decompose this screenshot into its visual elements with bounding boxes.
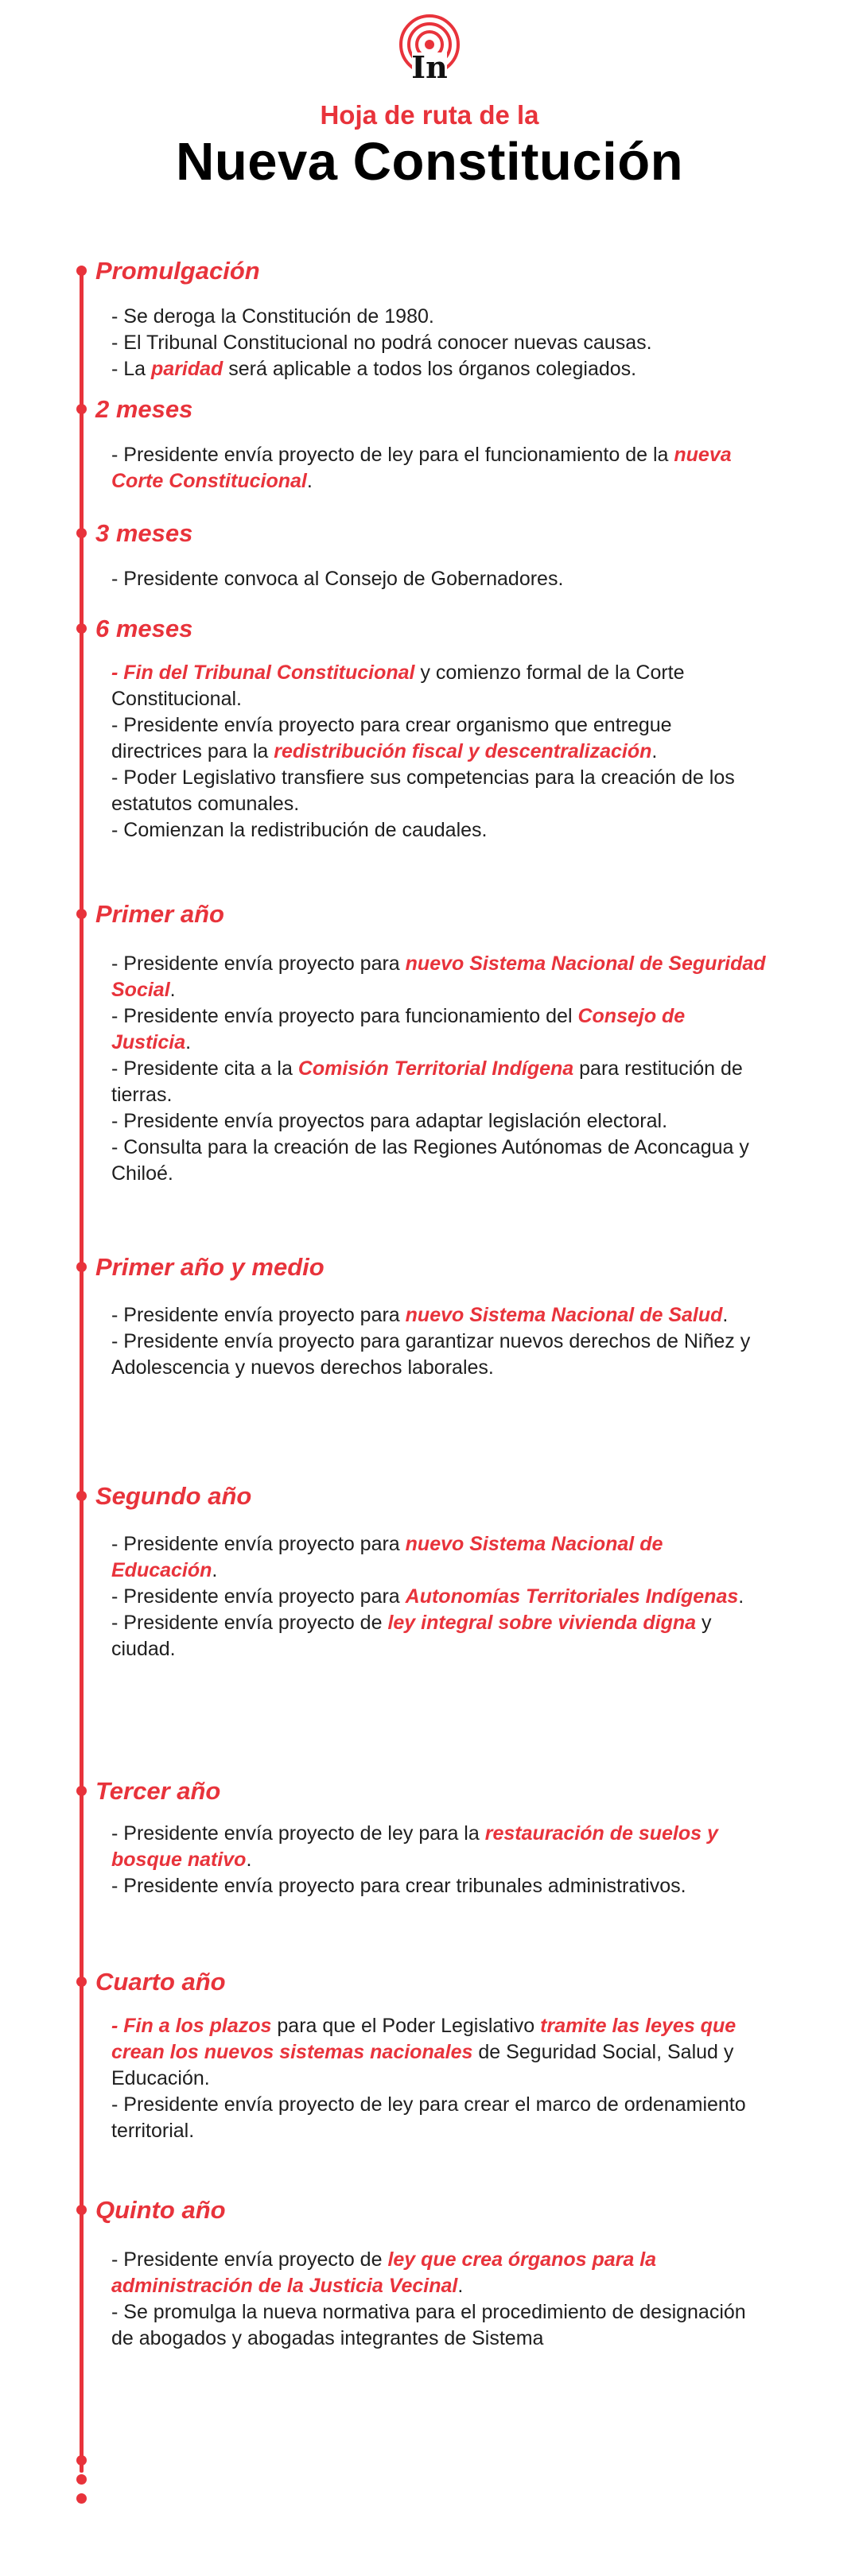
milestone-title: 6 meses bbox=[95, 615, 193, 642]
timeline-dot bbox=[76, 909, 87, 919]
continuation-dot bbox=[76, 2474, 87, 2485]
body-text: - Presidente convoca al Consejo de Gobernadores. bbox=[111, 568, 564, 590]
body-text: para que el Poder Legislativo bbox=[271, 2015, 541, 2037]
highlight-text: nuevo Sistema Nacional de Educación bbox=[111, 1533, 663, 1581]
body-text: . bbox=[212, 1559, 218, 1581]
continuation-dot bbox=[76, 2493, 87, 2504]
page-subtitle: Hoja de ruta de la bbox=[320, 100, 539, 130]
milestone-line bbox=[111, 660, 768, 712]
milestone-title: Tercer año bbox=[95, 1777, 221, 1805]
milestone-content bbox=[111, 1531, 768, 1662]
milestone-line bbox=[111, 1329, 768, 1381]
milestone-content bbox=[111, 2247, 768, 2352]
highlight-text: ley integral sobre vivienda digna bbox=[387, 1612, 697, 1634]
milestone-line bbox=[111, 712, 768, 765]
body-text: - Presidente cita a la bbox=[111, 1057, 298, 1080]
milestone-content bbox=[111, 2013, 768, 2144]
milestone-title: Segundo año bbox=[95, 1482, 252, 1510]
milestone-content bbox=[111, 442, 768, 495]
milestone-line bbox=[111, 1056, 768, 1108]
body-text: - Presidente envía proyecto para funcionamiento del bbox=[111, 1005, 578, 1027]
milestone-line bbox=[111, 1610, 768, 1662]
milestone-title: Quinto año bbox=[95, 2196, 226, 2224]
milestone-title: Cuarto año bbox=[95, 1968, 226, 1996]
body-text: - Presidente envía proyectos para adaptar legislación electoral. bbox=[111, 1110, 668, 1132]
milestone-line bbox=[111, 951, 768, 1003]
milestone-line bbox=[111, 817, 768, 844]
timeline-dot bbox=[76, 404, 87, 414]
timeline-dot bbox=[76, 528, 87, 538]
body-text: . bbox=[651, 740, 658, 762]
highlight-text: Fin a los plazos bbox=[123, 2015, 272, 2037]
body-text: - El Tribunal Constitucional no podrá conocer nuevas causas. bbox=[111, 332, 652, 354]
body-text: - Presidente envía proyecto de bbox=[111, 2248, 388, 2271]
timeline-dot bbox=[76, 2205, 87, 2215]
body-text: será aplicable a todos los órganos colegiados. bbox=[223, 358, 637, 380]
milestone-line bbox=[111, 2013, 768, 2092]
milestone-title: Primer año bbox=[95, 900, 224, 928]
body-text: - Presidente envía proyecto de ley para la bbox=[111, 1822, 485, 1845]
body-text: - Poder Legislativo transfiere sus competencias para la creación de los estatutos comunales. bbox=[111, 766, 735, 815]
highlight-text: tramite las leyes que crean los nuevos sistemas nacionales bbox=[111, 2015, 737, 2063]
milestone-line bbox=[111, 356, 768, 382]
timeline-dot bbox=[76, 266, 87, 276]
body-text: - Se deroga la Constitución de 1980. bbox=[111, 305, 434, 328]
milestone-line bbox=[111, 1584, 768, 1610]
body-text: . bbox=[306, 470, 313, 492]
milestone-line bbox=[111, 1003, 768, 1056]
milestone-line bbox=[111, 1821, 768, 1873]
milestone-line bbox=[111, 1531, 768, 1584]
highlight-text: - bbox=[111, 2015, 124, 2037]
highlight-text: Consejo de Justicia bbox=[111, 1005, 686, 1053]
body-text: - Presidente envía proyecto para garantizar nuevos derechos de Niñez y Adolescencia y nuevos derechos laborales. bbox=[111, 1330, 751, 1379]
milestone-line bbox=[111, 1302, 768, 1329]
body-text: - Presidente envía proyecto para bbox=[111, 1585, 406, 1608]
highlight-text: nuevo Sistema Nacional de Salud bbox=[405, 1304, 723, 1326]
highlight-text: restauración de suelos y bosque nativo bbox=[111, 1822, 718, 1871]
body-text: y ciudad. bbox=[111, 1612, 712, 1660]
body-text: . bbox=[457, 2275, 464, 2297]
body-text: - Presidente envía proyecto para crear tribunales administrativos. bbox=[111, 1875, 686, 1897]
body-text: - Se promulga la nueva normativa para el procedimiento de designación de abogados y abogadas integrantes de Sistema bbox=[111, 2301, 746, 2349]
highlight-text: - bbox=[111, 661, 124, 684]
milestone-line bbox=[111, 1873, 768, 1899]
milestone-content bbox=[111, 951, 768, 1187]
milestone-line bbox=[111, 442, 768, 495]
highlight-text: nuevo Sistema Nacional de Seguridad Social bbox=[111, 952, 766, 1001]
body-text: - Presidente envía proyecto para bbox=[111, 1304, 406, 1326]
milestone-title: 3 meses bbox=[95, 519, 193, 547]
body-text: de Seguridad Social, Salud y Educación. bbox=[111, 2041, 734, 2089]
body-text: . bbox=[185, 1031, 192, 1053]
body-text: y comienzo formal de la Corte Constitucional. bbox=[111, 661, 685, 710]
highlight-text: nueva Corte Constitucional bbox=[111, 444, 732, 492]
body-text: - La bbox=[111, 358, 152, 380]
body-text: - Presidente envía proyecto de ley para crear el marco de ordenamiento territorial. bbox=[111, 2093, 746, 2142]
body-text: . bbox=[169, 979, 176, 1001]
milestone-title: 2 meses bbox=[95, 395, 193, 423]
timeline-dot bbox=[76, 1977, 87, 1987]
highlight-text: ley que crea órganos para la administración de la Justicia Vecinal bbox=[111, 2248, 657, 2297]
body-text: - Presidente envía proyecto para crear organismo que entregue directrices para la bbox=[111, 714, 672, 762]
milestone-line bbox=[111, 330, 768, 356]
milestone-content bbox=[111, 1302, 768, 1381]
logo-text: In bbox=[411, 49, 448, 83]
milestone-line bbox=[111, 566, 768, 592]
body-text: - Presidente envía proyecto de ley para el funcionamiento de la bbox=[111, 444, 674, 466]
milestone-content bbox=[111, 660, 768, 844]
highlight-text: Comisión Territorial Indígena bbox=[297, 1057, 574, 1080]
milestone-title: Promulgación bbox=[95, 257, 260, 285]
timeline-dot bbox=[76, 1491, 87, 1501]
logo-icon bbox=[395, 13, 464, 83]
body-text: - Presidente envía proyecto de bbox=[111, 1612, 388, 1634]
body-text: . bbox=[738, 1585, 744, 1608]
timeline-dot bbox=[76, 623, 87, 634]
milestone-line bbox=[111, 765, 768, 817]
milestone-content bbox=[111, 1821, 768, 1899]
body-text: - Comienzan la redistribución de caudales. bbox=[111, 819, 488, 841]
body-text: . bbox=[246, 1849, 252, 1871]
body-text: para restitución de tierras. bbox=[111, 1057, 743, 1106]
milestone-line bbox=[111, 304, 768, 330]
milestone-line bbox=[111, 1108, 768, 1135]
body-text: - Consulta para la creación de las Regiones Autónomas de Aconcagua y Chiloé. bbox=[111, 1136, 749, 1185]
milestone-line bbox=[111, 2247, 768, 2299]
body-text: . bbox=[722, 1304, 729, 1326]
highlight-text: Autonomías Territoriales Indígenas bbox=[405, 1585, 739, 1608]
milestone-content bbox=[111, 304, 768, 382]
timeline-line bbox=[80, 270, 84, 2473]
highlight-text: paridad bbox=[151, 358, 223, 380]
milestone-title: Primer año y medio bbox=[95, 1253, 325, 1281]
body-text: - Presidente envía proyecto para bbox=[111, 952, 406, 975]
milestone-line bbox=[111, 2299, 768, 2352]
body-text: - Presidente envía proyecto para bbox=[111, 1533, 406, 1555]
milestone-line bbox=[111, 1135, 768, 1187]
continuation-dot bbox=[76, 2455, 87, 2465]
page-title: Nueva Constitución bbox=[175, 132, 684, 192]
timeline-dot bbox=[76, 1786, 87, 1796]
timeline-dot bbox=[76, 1262, 87, 1272]
highlight-text: redistribución fiscal y descentralización bbox=[274, 740, 652, 762]
milestone-content bbox=[111, 566, 768, 592]
milestone-line bbox=[111, 2092, 768, 2144]
highlight-text: Fin del Tribunal Constitucional bbox=[123, 661, 415, 684]
